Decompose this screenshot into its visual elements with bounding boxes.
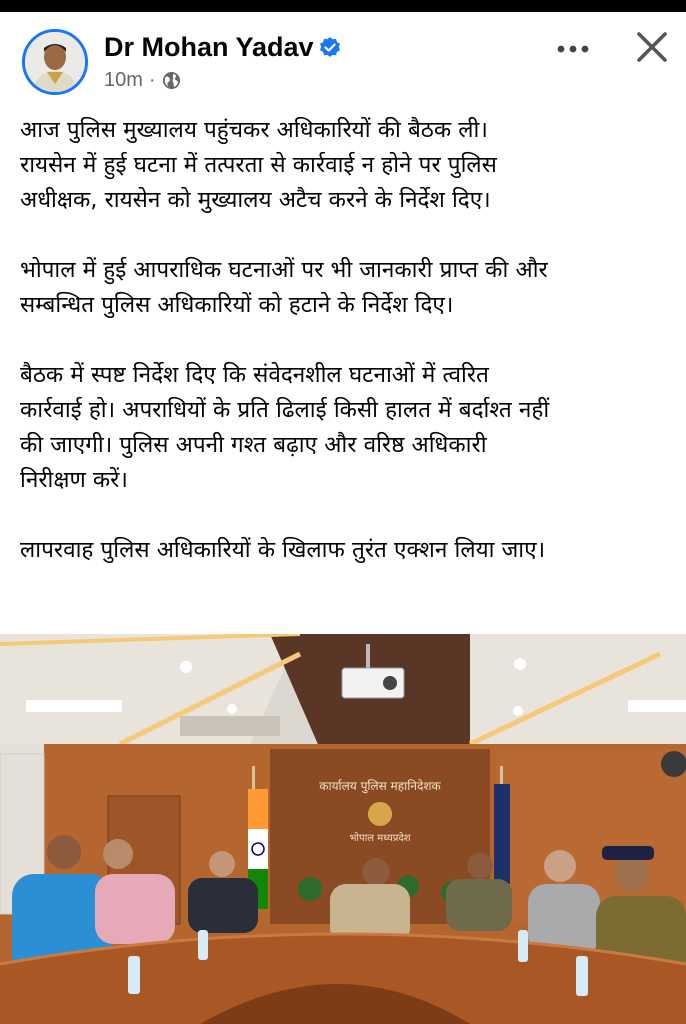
globe-icon[interactable]	[162, 71, 181, 90]
author-name[interactable]: Dr Mohan Yadav	[104, 32, 314, 62]
meta-separator: ·	[148, 69, 156, 91]
close-icon[interactable]	[634, 29, 670, 65]
post-paragraph: लापरवाह पुलिस अधिकारियों के खिलाफ तुरंत एक्शन लिया जाए।	[20, 537, 546, 563]
wall-sign-title: कार्यालय पुलिस महानिदेशक	[319, 779, 441, 793]
more-options-icon[interactable]	[555, 34, 591, 64]
post-meta	[104, 69, 181, 92]
post-paragraph: भोपाल में हुई आपराधिक घटनाओं पर भी जानकारी प्राप्त की और सम्बन्धित पुलिस अधिकारियों को हटाने के निर्देश दिए।	[20, 257, 548, 318]
verified-badge-icon	[318, 36, 342, 60]
avatar[interactable]	[22, 29, 88, 95]
status-bar	[0, 0, 686, 12]
post-paragraph: आज पुलिस मुख्यालय पहुंचकर अधिकारियों की बैठक ली। रायसेन में हुई घटना में तत्परता से कार्रवाई न होने पर पुलिस अधीक्षक, रायसेन को मुख्यालय अटैच करने के निर्देश दिए।	[20, 117, 497, 213]
wall-sign-location: भोपाल मध्यप्रदेश	[349, 833, 411, 844]
post-paragraph: बैठक में स्पष्ट निर्देश दिए कि संवेदनशील घटनाओं में त्वरित कार्रवाई हो। अपराधियों के प्रति ढिलाई किसी हालत में बर्दाश्त नहीं की जाएगी। पुलिस अपनी गश्त बढ़ाए और वरिष्ठ अधिकारी निरीक्षण करें।	[20, 362, 550, 493]
post-text	[20, 113, 670, 603]
timestamp[interactable]: 10m	[104, 69, 143, 91]
post-header	[0, 12, 686, 112]
post-photo[interactable]	[0, 634, 686, 1024]
